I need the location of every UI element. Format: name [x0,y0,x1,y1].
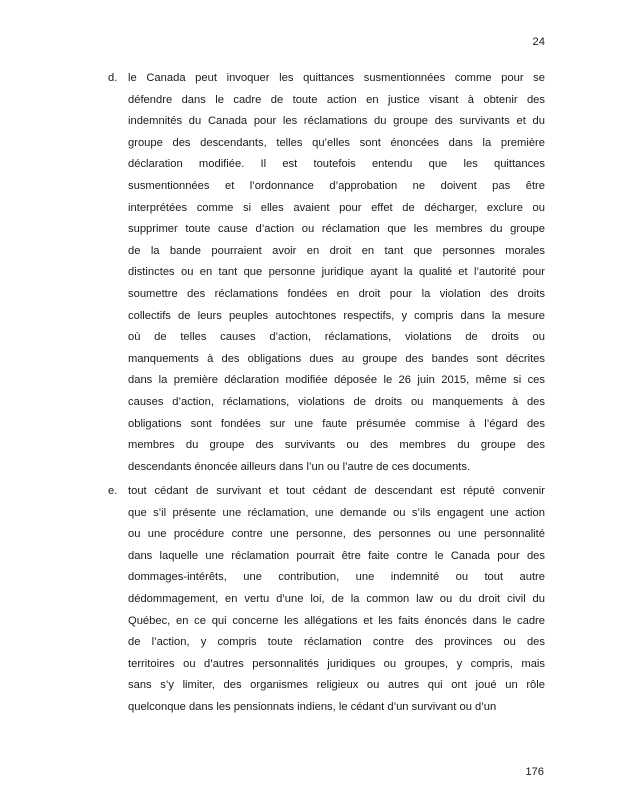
text-line: de la bande pourraient avoir en droit en tant que personnes morales [128,244,545,257]
text-line: collectifs de leurs peuples autochtones respectifs, y compris dans la mesure [128,309,545,322]
text-line: dans la première déclaration modifiée déposée le 26 juin 2015, même si ces [128,374,545,387]
text-line: dédommagement, en vertu d’une loi, de la common law ou du droit civil du [128,592,545,605]
text-line: déclaration modifiée. Il est toutefois entendu que les quittances [128,158,545,171]
text-line: distinctes ou en tant que personne juridique ayant la qualité et l’autorité pour [128,266,545,279]
text-line: indemnités du Canada pour les réclamations du groupe des survivants et du [128,115,545,128]
text-line: où de telles causes d’action, réclamations, violations de droits ou [128,331,545,344]
text-line: interprétées comme si elles avaient pour effet de décharger, exclure ou [128,201,545,214]
text-line: dans laquelle une réclamation pourrait être faite contre le Canada pour des [128,549,545,562]
text-line: tout cédant de survivant et tout cédant de descendant est réputé convenir [128,485,545,497]
text-line: manquements à des obligations dues au groupe des bandes sont décrites [128,352,545,365]
text-line: susmentionnées et l’ordonnance d’approbation ne doivent pas être [128,179,545,192]
text-line: obligations sont fondées sur une faute présumée commise à l’égard des [128,417,545,430]
text-line: membres du groupe des survivants ou des membres du groupe des [128,439,545,452]
paragraph-d-text [128,68,545,478]
text-line: territoires ou d’autres personnalités juridiques ou groupes, y compris, mais [128,657,545,670]
paragraph-e-text [128,481,545,719]
text-line: que s’il présente une réclamation, une demande ou s’ils engagent une action [128,506,545,519]
text-line: ou une procédure contre une personne, des personnes ou une personnalité [128,528,545,541]
list-item-e [108,481,545,719]
list-item-d [108,68,545,478]
text-line: de l’action, y compris toute réclamation contre des provinces ou des [128,636,545,649]
text-line: groupe des descendants, telles qu’elles sont énoncées dans la première [128,136,545,149]
text-line: sans s’y limiter, des organismes religieux ou autres qui ont joué un rôle [128,679,545,692]
list-marker-d: d. [108,72,118,84]
text-line: quelconque dans les pensionnats indiens, le cédant d’un survivant ou d’un [128,700,497,713]
text-line: Québec, en ce qui concerne les allégations et les faits énoncés dans le cadre [128,614,545,627]
text-line: soumettre des réclamations fondées en droit pour la violation des droits [128,287,545,300]
text-line: descendants énoncée ailleurs dans l’un ou l’autre de ces documents. [128,460,471,473]
text-line: le Canada peut invoquer les quittances susmentionnées comme pour se [128,72,545,84]
page-number-header: 24 [532,36,545,48]
text-line: défendre dans le cadre de toute action en justice visant à obtenir des [128,93,545,106]
text-line: causes d’action, réclamations, violations de droits ou manquements à des [128,395,545,408]
list-marker-e: e. [108,485,118,497]
text-line: dommages-intérêts, une contribution, une indemnité ou tout autre [128,571,545,584]
page-number-footer: 176 [525,766,544,778]
text-line: supprimer toute cause d’action ou réclamation que les membres du groupe [128,223,545,236]
